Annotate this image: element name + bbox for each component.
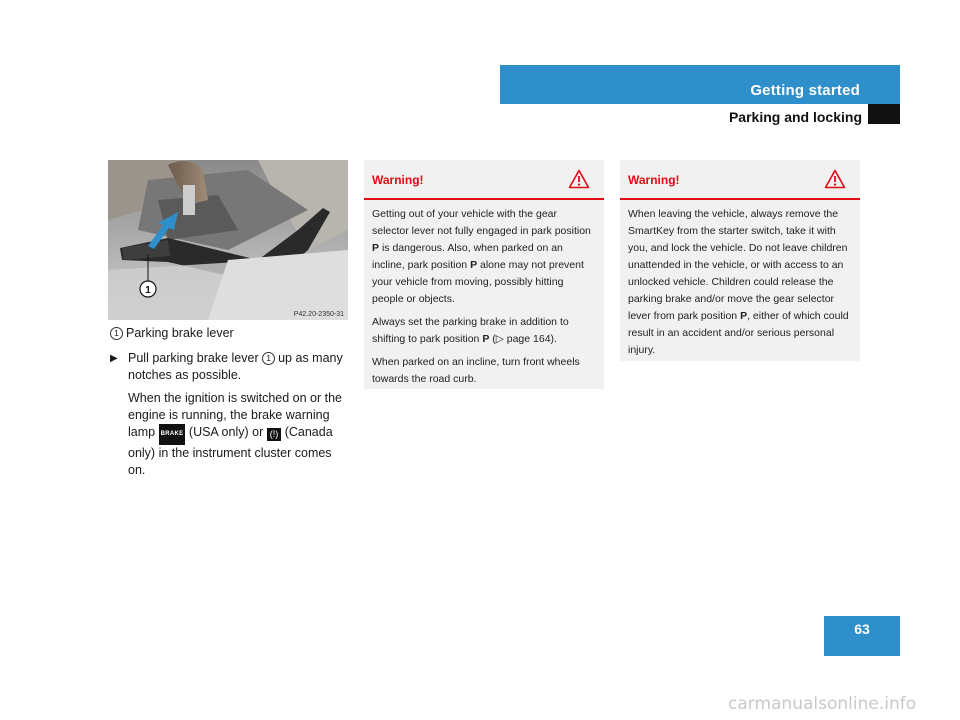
warning-title: Warning! xyxy=(628,173,680,187)
warning-triangle-icon xyxy=(568,169,590,189)
brake-lamp-note xyxy=(128,390,350,479)
instruction-step xyxy=(110,350,350,384)
warning-header xyxy=(620,160,860,200)
legend-number-icon: 1 xyxy=(110,327,123,340)
note-text-1: When the ignition is switched on or the engine is running, the brake warning lamp xyxy=(128,391,343,439)
warning-paragraph xyxy=(372,354,596,388)
warning-text: Getting out of your vehicle with the gear selector lever not fully engaged in park position xyxy=(372,208,591,237)
warning-paragraph xyxy=(628,206,852,359)
gear-p-label: P xyxy=(372,242,380,254)
legend-label: Parking brake lever xyxy=(126,326,234,340)
section-title: Getting started xyxy=(750,82,860,99)
warning-text: Always set the parking brake in addition to shifting to park position xyxy=(372,316,569,345)
header-tab-marker xyxy=(868,104,900,124)
brake-warning-lamp-icon: BRAKE xyxy=(159,424,186,445)
warning-box-children xyxy=(620,160,860,361)
warning-paragraph xyxy=(372,206,596,308)
header-bar xyxy=(500,65,900,104)
warning-triangle-icon xyxy=(824,169,846,189)
canada-brake-lamp-icon: (!) xyxy=(267,428,282,441)
warning-paragraph xyxy=(372,314,596,348)
warning-body xyxy=(620,200,860,373)
page-reference: (▷ page 164). xyxy=(492,333,557,345)
photo-code: P42.20-2350-31 xyxy=(293,311,344,318)
watermark-text: carmanualsonline.info xyxy=(728,694,917,714)
legend-item xyxy=(110,325,350,342)
gear-p-label: P xyxy=(482,333,490,345)
page-number: 63 xyxy=(854,621,870,637)
gear-p-label: P xyxy=(740,310,748,322)
warning-header xyxy=(364,160,604,200)
warning-title: Warning! xyxy=(372,173,424,187)
parking-brake-photo xyxy=(108,160,348,320)
warning-box-park-position xyxy=(364,160,604,389)
warning-text: When parked on an incline, turn front wheels towards the road curb. xyxy=(372,356,580,385)
step-text-start: Pull parking brake lever xyxy=(128,351,259,365)
step-number-icon: 1 xyxy=(262,352,275,365)
note-text-3: (Canada only) in the instrument cluster comes on. xyxy=(128,425,333,477)
warning-text: , either of which could result in an accident and/or serious personal injury. xyxy=(628,310,849,356)
page-number-box xyxy=(824,616,900,656)
gear-p-label: P xyxy=(470,259,478,271)
warning-text: is dangerous. Also, when parked on an incline, park position xyxy=(372,242,563,271)
warning-body xyxy=(364,200,604,402)
step-text-end: up as many notches as possible. xyxy=(128,351,343,382)
warning-text: When leaving the vehicle, always remove the SmartKey from the starter switch, take it with you, and lock the vehicle. Do not leave children unattended in the vehicle, or with access to an unlocked vehicle. Children could release the parking brake and/or move the gear selector lever from park position xyxy=(628,208,848,322)
subsection-title: Parking and locking xyxy=(728,109,862,125)
photo-callout-number: 1 xyxy=(145,285,151,296)
note-text-2: (USA only) or xyxy=(188,425,264,439)
warning-text: alone may not prevent your vehicle from moving, possibly hitting people or objects. xyxy=(372,259,584,305)
step-arrow-icon: ▶ xyxy=(110,353,118,364)
